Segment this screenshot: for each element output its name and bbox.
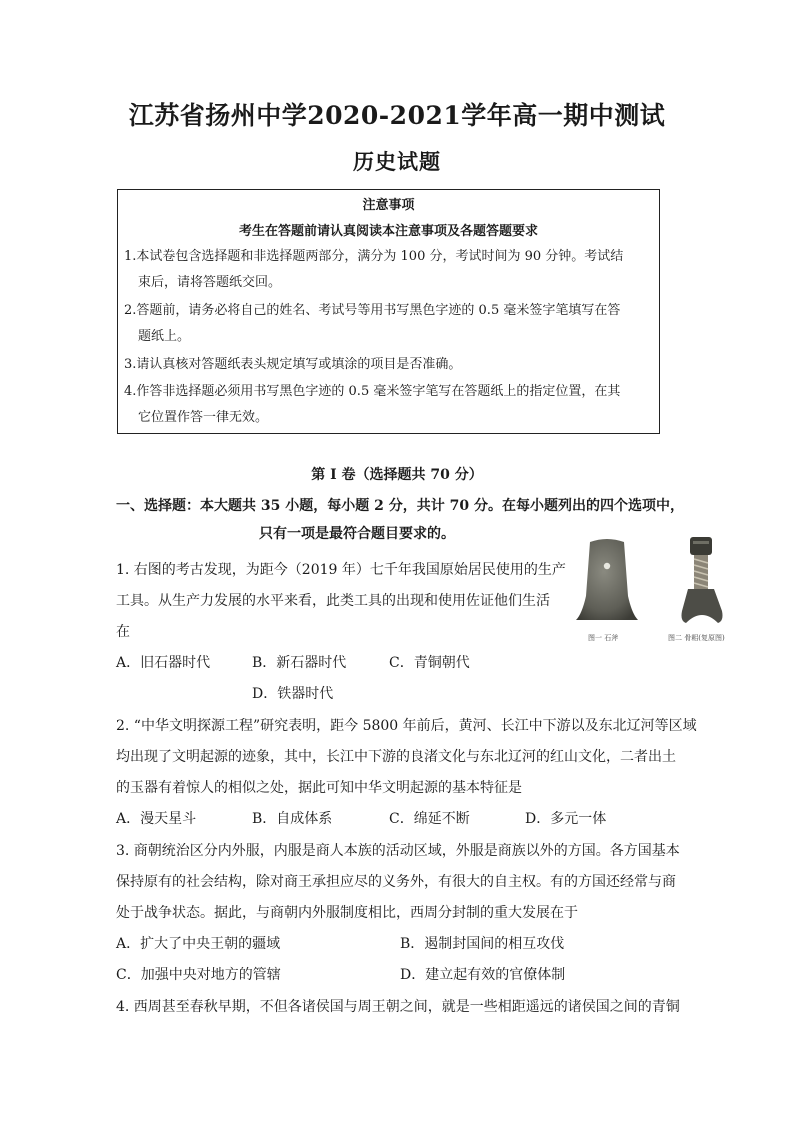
- notice-heading: 注意事项: [362, 198, 415, 213]
- question-3-option-a[interactable]: A．扩大了中央王朝的疆域: [116, 936, 281, 952]
- question-2-line: 2. “中华文明探源工程”研究表明，距今 5800 年前后，黄河、长江中下游以及东北辽河等区域: [116, 718, 697, 734]
- question-3-line: 处于战争状态。据此，与商朝内外服制度相比，西周分封制的重大发展在于: [116, 905, 578, 921]
- question-3-option-b[interactable]: B．遏制封国间的相互攻伐: [400, 936, 565, 952]
- section-instruction-cont: 只有一项是最符合题目要求的。: [259, 526, 455, 542]
- figure-caption-1: 图一 石斧: [588, 634, 619, 642]
- question-1-option-c[interactable]: C．青铜朝代: [389, 655, 470, 671]
- section-instruction: 一、选择题：本大题共 35 小题，每小题 2 分，共计 70 分。在每小题列出的四个选项中，: [116, 498, 684, 514]
- notice-line: 3.请认真核对答题纸表头规定填写或填涂的项目是否准确。: [124, 357, 462, 372]
- exam-subtitle: 历史试题: [353, 149, 441, 174]
- question-1-option-a[interactable]: A．旧石器时代: [116, 655, 211, 671]
- notice-line: 它位置作答一律无效。: [138, 410, 269, 425]
- notice-line: 题纸上。: [138, 329, 191, 344]
- question-2-option-c[interactable]: C．绵延不断: [389, 811, 470, 827]
- figure-caption-2: 图二 骨耜(复原图): [668, 634, 725, 642]
- notice-line: 1.本试卷包含选择题和非选择题两部分，满分为 100 分，考试时间为 90 分钟。考试结: [124, 249, 624, 264]
- bone-spade-image: [674, 533, 730, 625]
- question-3-option-d[interactable]: D．建立起有效的官僚体制: [400, 967, 566, 983]
- notice-line: 2.答题前，请务必将自己的姓名、考试号等用书写黑色字迹的 0.5 毫米签字笔填写在答: [124, 303, 621, 318]
- question-1-option-b[interactable]: B．新石器时代: [252, 655, 347, 671]
- question-3-line: 3. 商朝统治区分内外服，内服是商人本族的活动区域，外服是商族以外的方国。各方国基本: [116, 843, 680, 859]
- question-3-option-c[interactable]: C．加强中央对地方的管辖: [116, 967, 281, 983]
- question-2-option-d[interactable]: D．多元一体: [525, 811, 607, 827]
- notice-line: 束后，请将答题纸交回。: [138, 275, 282, 290]
- question-1-line: 工具。从生产力发展的水平来看，此类工具的出现和使用佐证他们生活: [116, 593, 550, 609]
- exam-title: 江苏省扬州中学2020-2021学年高一期中测试: [128, 101, 666, 130]
- section-title: 第 I 卷（选择题共 70 分）: [311, 467, 483, 483]
- question-2-line: 的玉器有着惊人的相似之处，据此可知中华文明起源的基本特征是: [116, 780, 522, 796]
- question-3-line: 保持原有的社会结构，除对商王承担应尽的义务外，有很大的自主权。有的方国还经常与商: [116, 874, 676, 890]
- question-1-option-d[interactable]: D．铁器时代: [252, 686, 334, 702]
- question-1-line: 在: [116, 624, 130, 640]
- question-4-line: 4. 西周甚至春秋早期，不但各诸侯国与周王朝之间，就是一些相距遥远的诸侯国之间的青铜: [116, 999, 680, 1015]
- question-2-option-b[interactable]: B．自成体系: [252, 811, 333, 827]
- notice-subheading: 考生在答题前请认真阅读本注意事项及各题答题要求: [238, 224, 538, 239]
- question-2-option-a[interactable]: A．漫天星斗: [116, 811, 197, 827]
- question-2-line: 均出现了文明起源的迹象，其中，长江中下游的良渚文化与东北辽河的红山文化，二者出土: [116, 749, 676, 765]
- notice-line: 4.作答非选择题必须用书写黑色字迹的 0.5 毫米签字笔写在答题纸上的指定位置，在其: [124, 384, 621, 399]
- stone-axe-image: [572, 536, 642, 624]
- question-1-line: 1. 右图的考古发现，为距今（2019 年）七千年我国原始居民使用的生产: [116, 562, 566, 578]
